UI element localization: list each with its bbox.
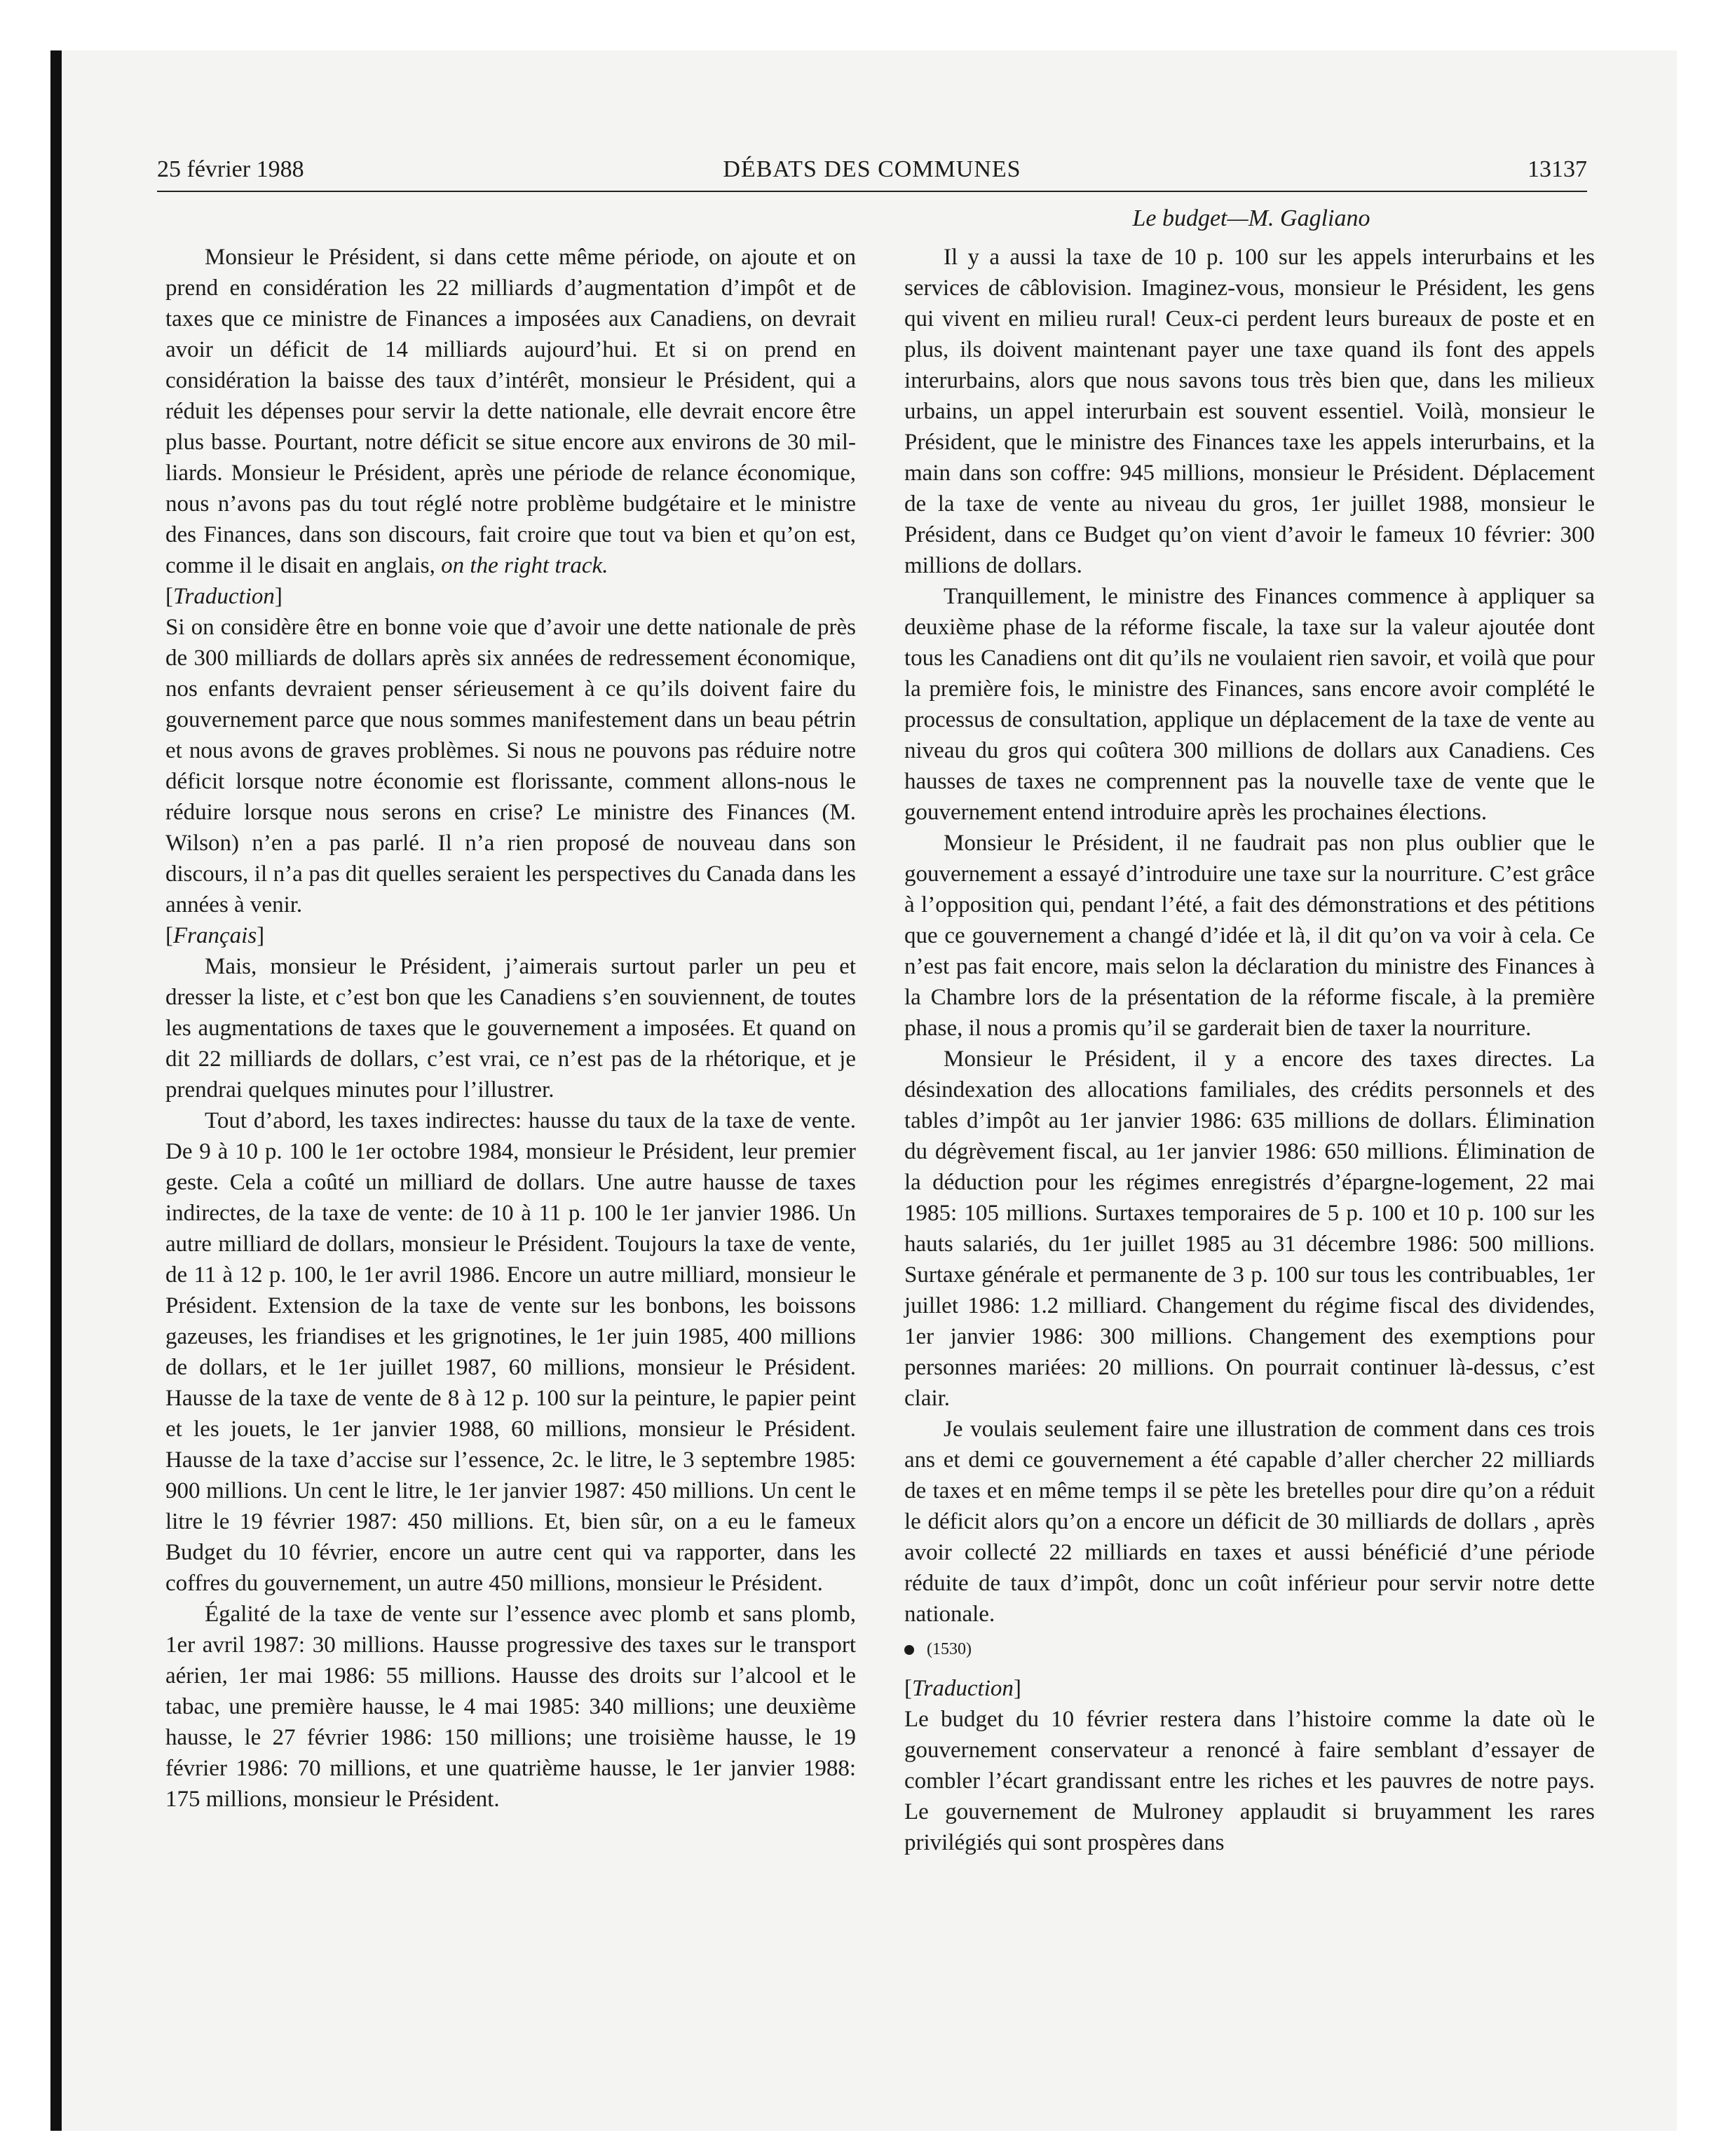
paragraph: Je voulais seulement faire une illustration de comment dans ces trois ans et demi ce gouvernement a été capable d’aller chercher 22 milliards de taxes et en même temps il se pète les bretelles pour dire qu’on a réduit le déficit alors qu’on a encore un déficit de 30 milliards de dollars , après avoir collecté 22 milliards en taxes et aussi bénéficié d’une période réduite de taux d’impôt, donc un coût inférieur pour servir notre dette nationale. — [904, 1417, 1595, 1627]
header-date: 25 février 1988 — [157, 156, 304, 182]
header-rule — [157, 191, 1587, 192]
language-marker: [Traduction] — [904, 1676, 1021, 1701]
language-marker-text: Traduction — [173, 584, 275, 609]
language-marker: [Français] — [165, 923, 265, 948]
header-journal-title: DÉBATS DES COMMUNES — [723, 156, 1021, 182]
left-column — [165, 242, 856, 1815]
running-head — [157, 149, 1587, 191]
paragraph: Monsieur le Président, il ne faudrait pas non plus oublier que le gouvernement a essayé d’introduire une taxe sur la nourriture. C’est grâce à l’opposition qui, pendant l’été, a fait des démonstrations et des pétitions que ce gouvernement a changé d’idée et là, il dit qu’on va voir à cela. Ce n’est pas fait encore, mais selon la déclaration du ministre des Finances à la Chambre lors de la présentation de la réforme fiscale, à la première phase, il nous a promis qu’il se garderait bien de taxer la nourriture. — [904, 831, 1595, 1041]
language-marker-text: Français — [173, 923, 257, 948]
language-marker-text: Traduction — [912, 1676, 1014, 1701]
paragraph-text: Monsieur le Président, si dans cette même période, on ajoute et on prend en considération les 22 milliards d’augmentation d’impôt et de taxes que ce ministre de Finances a imposées aux Canadiens, on devrait avoir un déficit de 14 milliards aujourd’hui. Et si on prend en considération la baisse des taux d’intérêt, monsieur le Président, qui a réduit les dépenses pour servir la dette nationale, elle devrait encore être plus basse. Pourtant, notre déficit se situe encore aux environs de 30 milliards. Monsieur le Président, après une période de relance économique, nous n’avons pas du tout réglé notre problème budgétaire et le ministre des Finances, dans son discours, fait croire que tout va bien et qu’on est, comme il le disait en anglais, — [165, 245, 856, 578]
paragraph: Le budget du 10 février restera dans l’histoire comme la date où le gouvernement conservateur a renoncé à faire semblant d’essayer de combler l’écart grandissant entre les riches et les pauvres de notre pays. Le gouvernement de Mulroney applaudit si bruyamment les rares privilégiés qui sont prospères dans — [904, 1707, 1595, 1855]
language-marker: [Traduction] — [165, 584, 283, 609]
paragraph: Mais, monsieur le Président, j’aimerais surtout parler un peu et dresser la liste, et c’est bon que les Canadiens s’en souviennent, de toutes les augmentations de taxes que le gouvernement a imposées. Et quand on dit 22 milliards de dollars, c’est vrai, ce n’est pas de la rhétorique, et je prendrai quelques minutes pour l’illustrer. — [165, 954, 856, 1103]
time-marker — [904, 1634, 1595, 1665]
paragraph: Monsieur le Président, il y a encore des taxes directes. La désindexation des allocations familiales, des crédits personnels et des tables d’impôt au 1er janvier 1986: 635 millions de dollars. Élimination du dégrèvement fiscal, au 1er janvier 1986: 650 millions. Élimination de la déduction pour les régimes enregistrés d’épargne-logement, 22 mai 1985: 105 millions. Surtaxes temporaires de 5 p. 100 et 10 p. 100 sur les hauts salariés, du 1er juillet 1985 au 31 décembre 1986: 500 millions. Surtaxe générale et permanente de 3 p. 100 sur tous les contribuables, 1er juillet 1986: 1.2 milliard. Changement du régime fiscal des dividendes, 1er janvier 1986: 300 millions. Changement des exemptions pour personnes mariées: 20 millions. On pourrait continuer là-dessus, c’est clair. — [904, 1046, 1595, 1411]
paragraph: Tout d’abord, les taxes indirectes: hausse du taux de la taxe de vente. De 9 à 10 p. 100 le 1er octobre 1984, monsieur le Président, leur premier geste. Cela a coûté un milliard de dollars. Une autre hausse de taxes indirectes, de la taxe de vente: de 10 à 11 p. 100 le 1er janvier 1986. Un autre milliard de dollars, monsieur le Président. Toujours la taxe de vente, de 11 à 12 p. 100, le 1er avril 1986. Encore un autre milliard, monsieur le Président. Extension de la taxe de vente sur les bonbons, les boissons gazeuses, les friandises et les grignotines, le 1er juin 1985, 400 millions de dollars, et le 1er juillet 1987, 60 millions, monsieur le Président. Hausse de la taxe de vente de 8 à 12 p. 100 sur la peinture, le papier peint et les jouets, le 1er janvier 1988, 60 millions, monsieur le Président. Hausse de la taxe d’accise sur l’essence, 2c. le litre, le 3 septembre 1985: 900 millions. Un cent le litre, le 1er janvier 1987: 450 millions. Un cent le litre le 19 février 1987: 450 millions. Et, bien sûr, on a eu le fameux Budget du 10 février, encore un autre cent qui va rapporter, dans les coffres du gouvernement, un autre 450 millions, monsieur le Président. — [165, 1108, 856, 1596]
header-page-number: 13137 — [1528, 156, 1587, 182]
time-marker-text: (1530) — [927, 1640, 972, 1658]
bullet-icon — [904, 1645, 914, 1655]
right-column — [904, 242, 1595, 1858]
paragraph — [165, 242, 856, 581]
paragraph: Il y a aussi la taxe de 10 p. 100 sur les appels interurbains et les services de câblovision. Imaginez-vous, monsieur le Président, les gens qui vivent en milieu rural! Ceux-ci perdent leurs bureaux de poste et en plus, ils doivent maintenant payer une taxe quand ils font des appels interurbains, alors que nous savons tous très bien que, dans les milieux urbains, un appel interurbain est souvent essentiel. Voilà, monsieur le Président, que le ministre des Finances taxe les appels interurbains, et la main dans son coffre: 945 millions, monsieur le Président. Déplacement de la taxe de vente au niveau du gros, 1er juillet 1988, monsieur le Président, dans ce Budget qu’on vient d’avoir le fameux 10 février: 300 millions de dollars. — [904, 245, 1595, 578]
italic-phrase: on the right track. — [441, 553, 608, 578]
paragraph: Si on considère être en bonne voie que d’avoir une dette nationale de près de 300 milliards de dollars après six années de redressement économique, nos enfants devraient penser sérieusement à ce qu’ils doivent faire du gouvernement parce que nous sommes manifestement dans un beau pétrin et nous avons de graves problèmes. Si nous ne pouvons pas réduire notre déficit lorsque notre économie est florissante, comment allons-nous le réduire lorsque nous serons en crise? Le ministre des Finances (M. Wilson) n’en a pas parlé. Il n’a rien proposé de nouveau dans son discours, il n’a pas dit quelles seraient les perspectives du Canada dans les années à venir. — [165, 615, 856, 917]
paragraph: Tranquillement, le ministre des Finances commence à appliquer sa deuxième phase de la réforme fiscale, la taxe sur la valeur ajoutée dont tous les Canadiens ont dit qu’ils ne voulaient rien savoir, et voilà que pour la première fois, le ministre des Finances, sans encore avoir complété le processus de consultation, applique un déplacement de la taxe de vente au niveau du gros qui coûtera 300 millions de dollars aux Canadiens. Ces hausses de taxes ne comprennent pas la nouvelle taxe de vente que le gouvernement entend introduire après les prochaines élections. — [904, 584, 1595, 825]
paragraph: Égalité de la taxe de vente sur l’essence avec plomb et sans plomb, 1er avril 1987: 30 millions. Hausse progressive des taxes sur le transport aérien, 1er mai 1986: 55 millions. Hausse des droits sur l’alcool et le tabac, une première hausse, le 4 mai 1985: 340 millions; une deuxième hausse, le 27 février 1986: 150 millions; une troisième hausse, le 19 février 1986: 70 millions, et une quatrième hausse, le 1er janvier 1988: 175 millions, monsieur le Président. — [165, 1602, 856, 1812]
binding-edge — [50, 50, 62, 2131]
section-heading: Le budget—M. Gagliano — [1132, 205, 1370, 231]
